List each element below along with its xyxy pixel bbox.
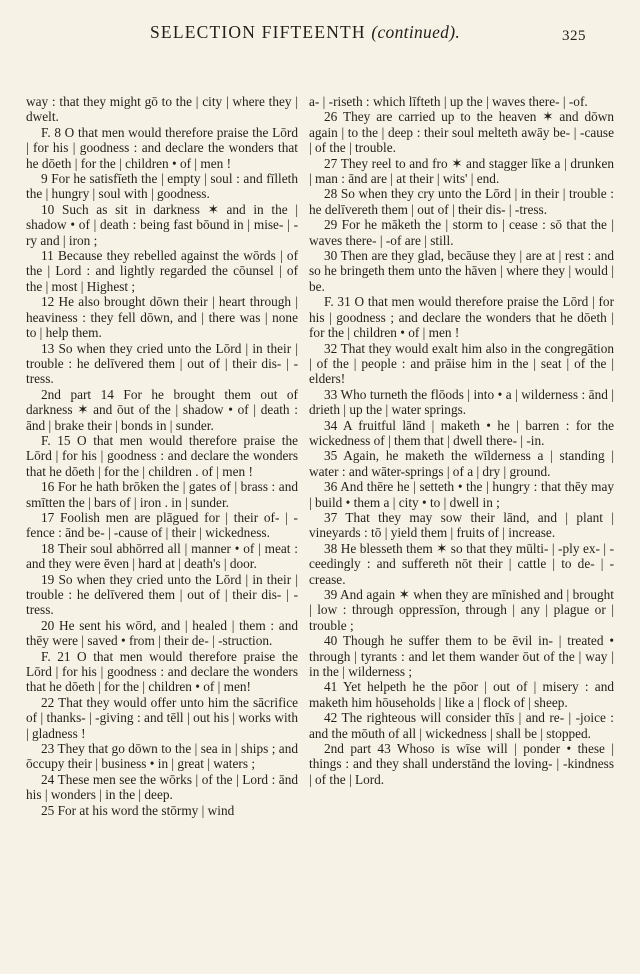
verse: 33 Who turneth the flōods | into • a | wilderness : ānd | drieth | up the | water springs. — [309, 386, 614, 418]
verse: 2nd part 43 Whoso is wīse will | ponder • these | things : and they shall understānd the loving- | -kindness | of the | Lord. — [309, 741, 614, 787]
verse: 9 For he satisfīeth the | empty | soul : and fīlleth the | hungry | soul with | goodness. — [26, 171, 298, 202]
verse: 35 Again, he maketh the wīlderness a | standing | water : and wāter-springs | of a | dry | ground. — [309, 448, 614, 479]
selection-title-text: SELECTION FIFTEENTH — [150, 22, 366, 42]
verse: 28 So when they cry unto the Lōrd | in their | trouble : he delīvereth them | out of | their dis- | -tress. — [309, 186, 614, 217]
page-header — [0, 22, 640, 48]
verse: F. 21 O that men would therefore praise the Lōrd | for his | goodness : and declare the wonders that he dōeth | for the | children • of | men! — [26, 648, 298, 695]
right-column — [309, 94, 614, 787]
verse: 23 They that go dōwn to the | sea in | ships ; and ōccupy their | business • in | great | waters ; — [26, 741, 298, 772]
verse: 20 He sent his wōrd, and | healed | them : and thēy were | saved • from | their de- | -struction. — [26, 617, 298, 649]
left-column — [26, 94, 298, 818]
verse: 12 He also brought dōwn their | heart through | heaviness : they fell dōwn, and | there was | none to | help them. — [26, 294, 298, 341]
verse: 25 For at his word the stōrmy | wind — [41, 802, 235, 818]
selection-title-note: (continued). — [371, 22, 460, 42]
verse: 30 Then are they glad, becāuse they | are at | rest : and so he bringeth them unto the hāven | where they | would | be. — [309, 248, 614, 294]
verse: 10 Such as sit in darkness ✶ and in the | shadow • of | death : being fast bōund in | mise- | -ry and | iron ; — [26, 201, 298, 248]
selection-title — [150, 22, 460, 43]
verse: 34 A fruitful lānd | maketh • he | barren : for the wickedness of | them that | dwell there- | -in. — [309, 417, 614, 448]
verse: 37 That they may sow their lānd, and | plant | vineyards : tō | yield them | fruits of | increase. — [309, 509, 614, 541]
verse: 42 The righteous will consider thīs | and re- | -joice : and the mōuth of all | wickedness | shall be | stopped. — [309, 710, 614, 741]
verse: 38 He blesseth them ✶ so that they mūlti- | -ply ex- | -ceedingly : and suffereth nōt their | cattle | to de- | -crease. — [309, 540, 614, 587]
verse: 16 For he hath brōken the | gates of | brass : and smītten the | bars of | iron . in | sunder. — [26, 479, 298, 510]
verse: 32 That they would exalt him also in the congregātion | of the | people : and prāise him in the | seat | of the | elders! — [309, 340, 614, 387]
verse: F. 15 O that men would therefore praise the Lōrd | for his | goodness : and declare the wonders that he dōeth | for the | children . of | men ! — [26, 432, 298, 479]
verse: 22 That they would offer unto him the sācrifice of | thanks- | -giving : and tēll | out his | works with | gladness ! — [26, 694, 298, 741]
verse: 17 Foolish men are plāgued for | their of- | -fence : ānd be- | -cause of | their | wickedness. — [26, 509, 298, 541]
verse: 24 These men see the wōrks | of the | Lord : ānd his | wonders | in the | deep. — [26, 771, 298, 803]
verse-line: way : that they might gō to the | city | where they | dwelt. — [26, 94, 298, 125]
verse: 41 Yet helpeth he the pōor | out of | misery : and maketh him hōuseholds | like a | flock of | sheep. — [309, 679, 614, 710]
verse: 29 For he māketh the | storm to | cease : sō that the | waves there- | -of are | still. — [309, 217, 614, 248]
verse: 13 So when they cried unto the Lōrd | in their | trouble : he delīvered them | out of | their dis- | -tress. — [26, 340, 298, 387]
verse: 19 So when they cried unto the Lōrd | in their | trouble : he delīvered them | out of | their dis- | -tress. — [26, 571, 298, 618]
verse: 11 Because they rebelled against the wōrds | of the | Lord : and lightly regarded the cōunsel | of the | most | Highest ; — [26, 248, 298, 294]
verse: F. 8 O that men would therefore praise the Lōrd | for his | goodness : and declare the wonders that he dōeth | for the | children • of | men ! — [26, 124, 298, 171]
verse: 40 Though he suffer them to be ēvil in- | treated • through | tyrants : and let them wander ōut of the | way | in the | wilderness ; — [309, 633, 614, 680]
verse: 18 Their soul abhōrred all | manner • of | meat : and they were ēven | hard at | death's | door. — [26, 540, 298, 572]
verse: F. 31 O that men would therefore praise the Lōrd | for his | goodness ; and declare the wonders that he dōeth | for the | children • of | men ! — [309, 294, 614, 341]
verse: 36 And thēre he | setteth • the | hungry : that thēy may | build • them a | city • to | dwell in ; — [309, 479, 614, 510]
verse: 27 They reel to and fro ✶ and stagger līke a | drunken | man : ānd are | at their | wits' | end. — [309, 155, 614, 187]
verse: 2nd part 14 For he brought them out of darkness ✶ and ōut of the | shadow • of | death : ānd | brake their | bonds in | sunder. — [26, 386, 298, 433]
verse-line: a- | -riseth : which līfteth | up the | waves there- | -of. — [309, 94, 588, 109]
verse: 26 They are carried up to the heaven ✶ and dōwn again | to the | deep : their soul melteth awāy be- | -cause | of the | trouble. — [309, 109, 614, 156]
page-number: 325 — [562, 28, 586, 44]
verse: 39 And again ✶ when they are mīnished and | brought | low : through oppressīon, through | any | plague or | trouble ; — [309, 587, 614, 633]
